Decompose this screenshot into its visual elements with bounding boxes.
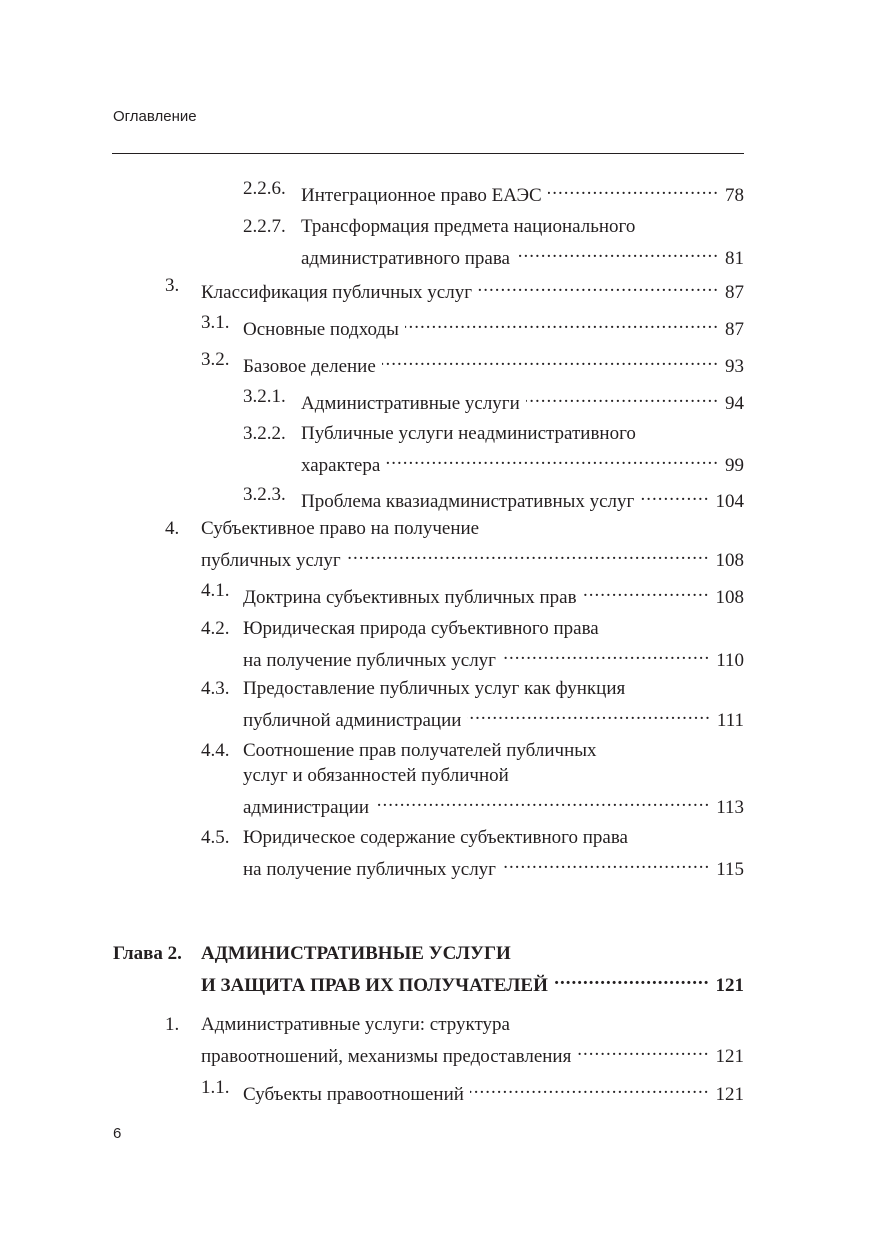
toc-entry-number: Глава 2. bbox=[113, 943, 182, 964]
toc-entry[interactable] bbox=[165, 1012, 744, 1069]
dot-leader bbox=[516, 239, 719, 264]
toc-entry[interactable] bbox=[243, 482, 744, 514]
dot-leader bbox=[347, 541, 710, 566]
toc-entry-page: 87 bbox=[725, 282, 744, 303]
toc-entry-title: Базовое деление bbox=[243, 356, 376, 377]
toc-entry-number: 3. bbox=[165, 275, 180, 296]
toc-entry-number: 2.2.7. bbox=[243, 216, 286, 237]
toc-entry-page: 110 bbox=[716, 650, 744, 671]
toc-entry[interactable] bbox=[113, 941, 744, 998]
dot-leader bbox=[554, 966, 710, 991]
dot-leader bbox=[502, 641, 710, 666]
toc-entry-title: характера bbox=[301, 455, 381, 476]
toc-entry-page: 108 bbox=[715, 550, 744, 571]
toc-entry-number: 3.2. bbox=[201, 349, 230, 370]
toc-entry-page: 115 bbox=[716, 859, 744, 880]
toc-entry[interactable] bbox=[201, 825, 744, 882]
dot-leader bbox=[470, 1075, 710, 1100]
dot-leader bbox=[382, 347, 719, 372]
toc-entry-title-line: АДМИНИСТРАТИВНЫЕ УСЛУГИ bbox=[201, 943, 511, 964]
toc-entry-title: Интеграционное право ЕАЭС bbox=[301, 185, 542, 206]
toc-entry-number: 4.5. bbox=[201, 827, 230, 848]
toc-entry-title-line: Юридическое содержание субъективного права bbox=[243, 827, 628, 848]
toc-entry-title-line: Трансформация предмета национального bbox=[301, 216, 636, 237]
dot-leader bbox=[583, 578, 710, 603]
toc-entry-page: 121 bbox=[715, 975, 744, 996]
toc-entry-title: Административные услуги bbox=[301, 393, 520, 414]
toc-entry-page: 87 bbox=[725, 319, 744, 340]
toc-entry[interactable] bbox=[201, 676, 744, 733]
toc-entry-title: администрации bbox=[243, 797, 370, 818]
toc-entry-page: 121 bbox=[715, 1046, 744, 1067]
toc-entry-number: 4.1. bbox=[201, 580, 230, 601]
toc-entry[interactable] bbox=[243, 384, 744, 416]
dot-leader bbox=[548, 176, 719, 201]
toc-entry-title: Доктрина субъективных публичных прав bbox=[243, 587, 577, 608]
toc-entry-title: публичных услуг bbox=[201, 550, 341, 571]
toc-entry-number: 2.2.6. bbox=[243, 178, 286, 199]
toc-entry-number: 3.1. bbox=[201, 312, 230, 333]
toc-entry-title: Проблема квазиадминистративных услуг bbox=[301, 491, 635, 512]
toc-entry-page: 99 bbox=[725, 455, 744, 476]
toc-entry-page: 93 bbox=[725, 356, 744, 377]
toc-entry[interactable] bbox=[165, 273, 744, 305]
toc-entry-page: 108 bbox=[715, 587, 744, 608]
toc-entry-title: Классификация публичных услуг bbox=[201, 282, 473, 303]
toc-entry-number: 3.2.1. bbox=[243, 386, 286, 407]
running-head: Оглавление bbox=[113, 108, 197, 125]
toc-entry[interactable] bbox=[201, 578, 744, 610]
toc-entry-title: административного права bbox=[301, 248, 510, 269]
dot-leader bbox=[640, 482, 709, 507]
dot-leader bbox=[386, 446, 719, 471]
toc-entry[interactable] bbox=[165, 516, 744, 573]
dot-leader bbox=[375, 788, 710, 813]
toc-entry-number: 3.2.3. bbox=[243, 484, 286, 505]
toc-entry-title: публичной администрации bbox=[243, 710, 462, 731]
toc-entry-title: Субъекты правоотношений bbox=[243, 1084, 464, 1105]
page-number: 6 bbox=[113, 1125, 122, 1142]
toc-entry[interactable] bbox=[201, 347, 744, 379]
toc-entry-title-line: Юридическая природа субъективного права bbox=[243, 618, 599, 639]
toc-entry-page: 78 bbox=[725, 185, 744, 206]
dot-leader bbox=[478, 273, 719, 298]
toc-entry-number: 1. bbox=[165, 1014, 180, 1035]
toc-entry[interactable] bbox=[201, 738, 744, 820]
toc-entry-title-line: Соотношение прав получателей публичных bbox=[243, 740, 597, 761]
dot-leader bbox=[526, 384, 719, 409]
dot-leader bbox=[502, 850, 710, 875]
toc-entry-title: И ЗАЩИТА ПРАВ ИХ ПОЛУЧАТЕЛЕЙ bbox=[201, 975, 548, 996]
toc-entry-page: 94 bbox=[725, 393, 744, 414]
toc-entry-number: 4. bbox=[165, 518, 180, 539]
toc-entry-title: на получение публичных услуг bbox=[243, 650, 496, 671]
toc-entry-number: 4.4. bbox=[201, 740, 230, 761]
toc-entry-page: 81 bbox=[725, 248, 744, 269]
toc-entry-title-line: Предоставление публичных услуг как функция bbox=[243, 678, 626, 699]
toc-entry-number: 3.2.2. bbox=[243, 423, 286, 444]
dot-leader bbox=[577, 1037, 709, 1062]
toc-entry-title-line: услуг и обязанностей публичной bbox=[243, 765, 509, 786]
toc-entry[interactable] bbox=[243, 421, 744, 478]
toc-entry-number: 4.2. bbox=[201, 618, 230, 639]
toc-entry[interactable] bbox=[201, 1075, 744, 1107]
toc-entry-title: на получение публичных услуг bbox=[243, 859, 496, 880]
toc-entry-page: 104 bbox=[715, 491, 744, 512]
toc-entry[interactable] bbox=[243, 176, 744, 208]
toc-entry-title-line: Субъективное право на получение bbox=[201, 518, 480, 539]
toc-entry-title: правоотношений, механизмы предоставления bbox=[201, 1046, 572, 1067]
toc-entry[interactable] bbox=[243, 214, 744, 271]
toc-entry-number: 1.1. bbox=[201, 1077, 230, 1098]
toc-entry-page: 111 bbox=[716, 710, 744, 731]
toc-entry[interactable] bbox=[201, 616, 744, 673]
toc-entry-title: Основные подходы bbox=[243, 319, 399, 340]
dot-leader bbox=[467, 701, 710, 726]
dot-leader bbox=[405, 310, 719, 335]
toc-entry-page: 121 bbox=[715, 1084, 744, 1105]
toc-entry-title-line: Административные услуги: структура bbox=[201, 1014, 510, 1035]
toc-entry-number: 4.3. bbox=[201, 678, 230, 699]
toc-entry-title-line: Публичные услуги неадминистративного bbox=[301, 423, 636, 444]
toc-entry[interactable] bbox=[201, 310, 744, 342]
toc-entry-page: 113 bbox=[716, 797, 744, 818]
